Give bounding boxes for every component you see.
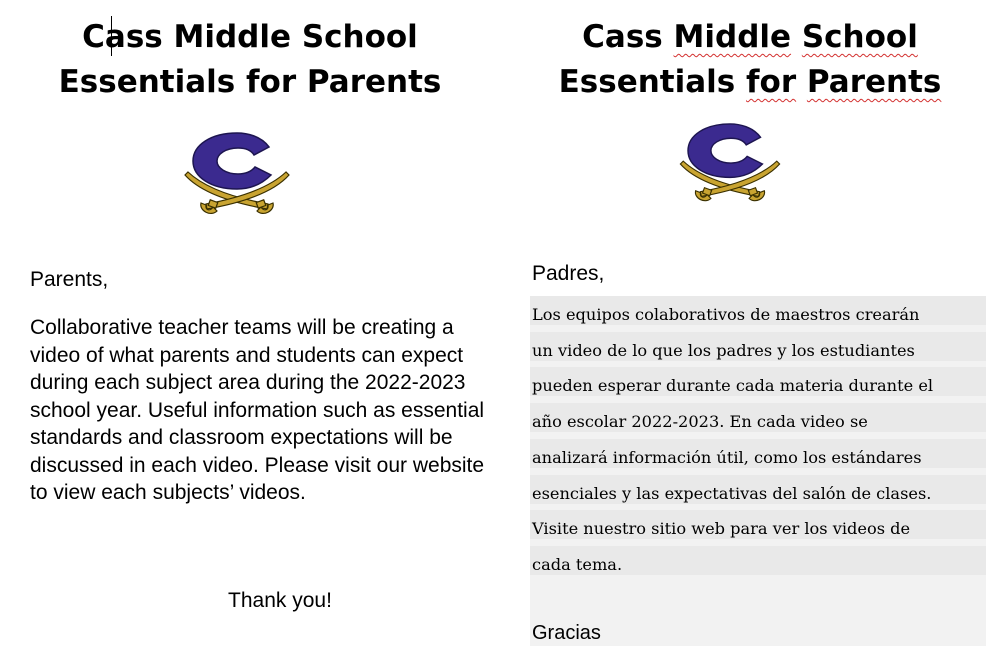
spanish-title-line2: Essentials for Parents: [558, 64, 942, 100]
spanish-body-line: analizará información útil, como los estándares: [532, 447, 922, 467]
school-logo-icon: [181, 131, 293, 219]
spanish-body-line: Visite nuestro sitio web para ver los videos de: [532, 519, 911, 539]
spanish-body-line: pueden esperar durante cada materia durante el: [532, 376, 934, 396]
spanish-title: [500, 15, 1000, 105]
spanish-body-line: cada tema.: [532, 554, 623, 574]
spanish-body-line: esenciales y las expectativas del salón de clases.: [532, 483, 932, 503]
spanish-title-line1: Cass Middle School: [582, 19, 918, 55]
title-school-name: Cass Middle School: [82, 19, 418, 55]
spanish-greeting: Padres,: [532, 262, 605, 285]
spanish-body-line: año escolar 2022-2023. En cada video se: [532, 412, 868, 432]
spanish-flyer: [500, 0, 1000, 656]
spanish-body-line: un video de lo que los padres y los estudiantes: [532, 340, 915, 360]
spellcheck-word-school[interactable]: School: [801, 19, 918, 55]
spellcheck-word-parents[interactable]: Parents: [806, 64, 942, 100]
spellcheck-word-middle[interactable]: Middle: [673, 19, 792, 55]
school-logo-icon: [676, 122, 784, 206]
english-closing: Thank you!: [228, 589, 332, 612]
spellcheck-word-for[interactable]: for: [746, 64, 797, 100]
spanish-body-line: Los equipos colaborativos de maestros crearán: [532, 305, 920, 324]
spanish-closing: Gracias: [532, 622, 601, 644]
english-greeting: Parents,: [30, 268, 109, 291]
english-title: [0, 15, 500, 105]
title-subtitle: Essentials for Parents: [58, 64, 442, 100]
english-body: Collaborative teacher teams will be creating a video of what parents and students can expect during each subject area during the 2022-2023 school year. Useful information such as essential standards and classroom expectations will be discussed in each video. Please visit our website to view each subjects’ videos.: [30, 316, 485, 504]
spanish-body: [532, 297, 992, 583]
